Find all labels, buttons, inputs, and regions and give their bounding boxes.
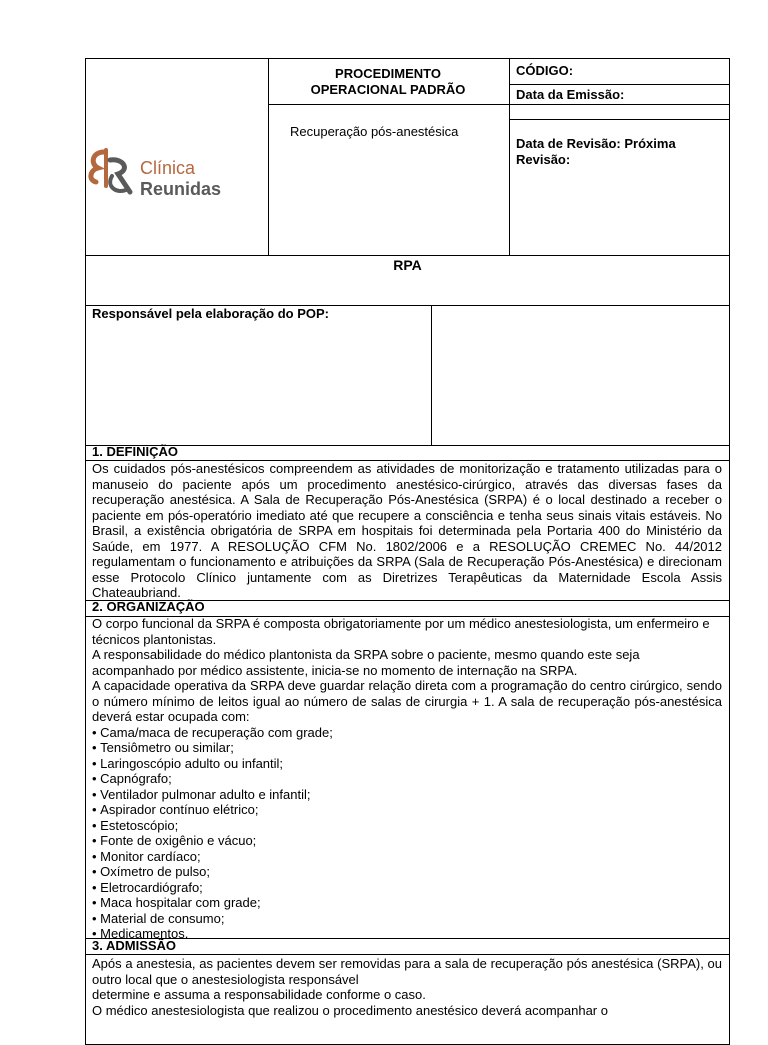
clinic-logo [86,140,266,210]
admissao-paragraph-3: O médico anestesiologista que realizou o procedimento anestésico deverá acompanhar o [92,1002,608,1018]
list-item: • Maca hospitalar com grade; [92,895,722,911]
section-definicao-title: 1. DEFINIÇÃO [92,444,178,459]
list-item: • Eletrocardiógrafo; [92,880,722,896]
list-item: • Estetoscópio; [92,818,722,834]
header-divider-2 [509,58,510,256]
list-item: • Medicamentos. [92,926,722,942]
responsible-divider [431,305,432,446]
list-item: • Fonte de oxigênio e vácuo; [92,833,722,849]
section-admissao-title: 3. ADMISSÃO [92,938,177,953]
responsible-label: Responsável pela elaboração do POP: [92,306,329,321]
revision-date-label: Data de Revisão: Próxima Revisão: [516,136,676,167]
logo-text-line2: Reunidas [140,179,222,199]
organizacao-paragraph-1: O corpo funcional da SRPA é composta obrigatoriamente por um médico anestesiologista, um enfermeiro e técnicos plantonistas. [92,616,710,647]
list-item: • Monitor cardíaco; [92,849,722,865]
list-item: • Material de consumo; [92,911,722,927]
responsible-row [85,305,730,446]
body-hline-5 [85,954,730,955]
list-item: • Cama/maca de recuperação com grade; [92,725,722,741]
unit-title: RPA [393,257,422,273]
admissao-paragraph-1: Após a anestesia, as pacientes devem ser removidas para a sala de recuperação pós anestésica (SRPA), ou outro local que o anestesiologista responsável [92,956,722,987]
logo-text-line1: Clínica [140,158,196,178]
emission-date-label: Data da Emissão: [516,87,625,102]
header-hline-2 [509,84,730,85]
list-item: • Ventilador pulmonar adulto e infantil; [92,787,722,803]
equipment-list [92,725,722,942]
list-item: • Oxímetro de pulso; [92,864,722,880]
logo-mark-icon [86,146,138,204]
list-item: • Tensiômetro ou similar; [92,740,722,756]
admissao-paragraph-2: determine e assuma a responsabilidade conforme o caso. [92,987,426,1002]
header-divider-1 [268,58,269,256]
doc-type-title: PROCEDIMENTO OPERACIONAL PADRÃO [310,66,466,97]
code-label: CÓDIGO: [516,63,574,78]
list-item: • Aspirador contínuo elétrico; [92,802,722,818]
section-organizacao-title: 2. ORGANIZAÇÃO [92,599,205,614]
organizacao-paragraph-2: A responsabilidade do médico plantonista da SRPA sobre o paciente, mesmo quando este seja acompanhado por médico assistente, inicia-se no momento de internação na SRPA. [92,647,640,678]
section-organizacao-body [92,616,722,942]
list-item: • Capnógrafo; [92,771,722,787]
section-admissao-body [92,956,722,1018]
list-item: • Laringoscópio adulto ou infantil; [92,756,722,772]
organizacao-paragraph-3: A capacidade operativa da SRPA deve guardar relação direta com a programação do centro cirúrgico, sendo o número mínimo de leitos igual ao número de salas de cirurgia + 1. A sala de recuperação pós-anestésica deverá estar ocupada com: [92,678,722,724]
procedure-name: Recuperação pós-anestésica [290,124,459,139]
header-hline-3 [509,119,730,120]
header-hline-1 [268,104,730,105]
section-definicao-text: Os cuidados pós-anestésicos compreendem as atividades de monitorização e tratamento utilizadas para o manuseio do paciente após um procedimento anestésico-cirúrgico, através das diversas fases da recuperação anestésica. A Sala de Recuperação Pós-Anestésica (SRPA) é o local destinado a receber o paciente em pós-operatório imediato até que recupere a consciência e tenha seus sinais vitais estáveis. No Brasil, a existência obrigatória de SRPA em hospitais foi determinada pela Portaria 400 do Ministério da Saúde, em 1977. A RESOLUÇÃO CFM No. 1802/2006 e a RESOLUÇÃO CREMEC No. 44/2012 regulamentam o funcionamento e atribuições da SRPA (Sala de Recuperação Pós-Anestésica) e direcionam esse Protocolo Clínico juntamente com as Diretrizes Terapêuticas da Maternidade Escola Assis Chateaubriand. [92,461,722,600]
